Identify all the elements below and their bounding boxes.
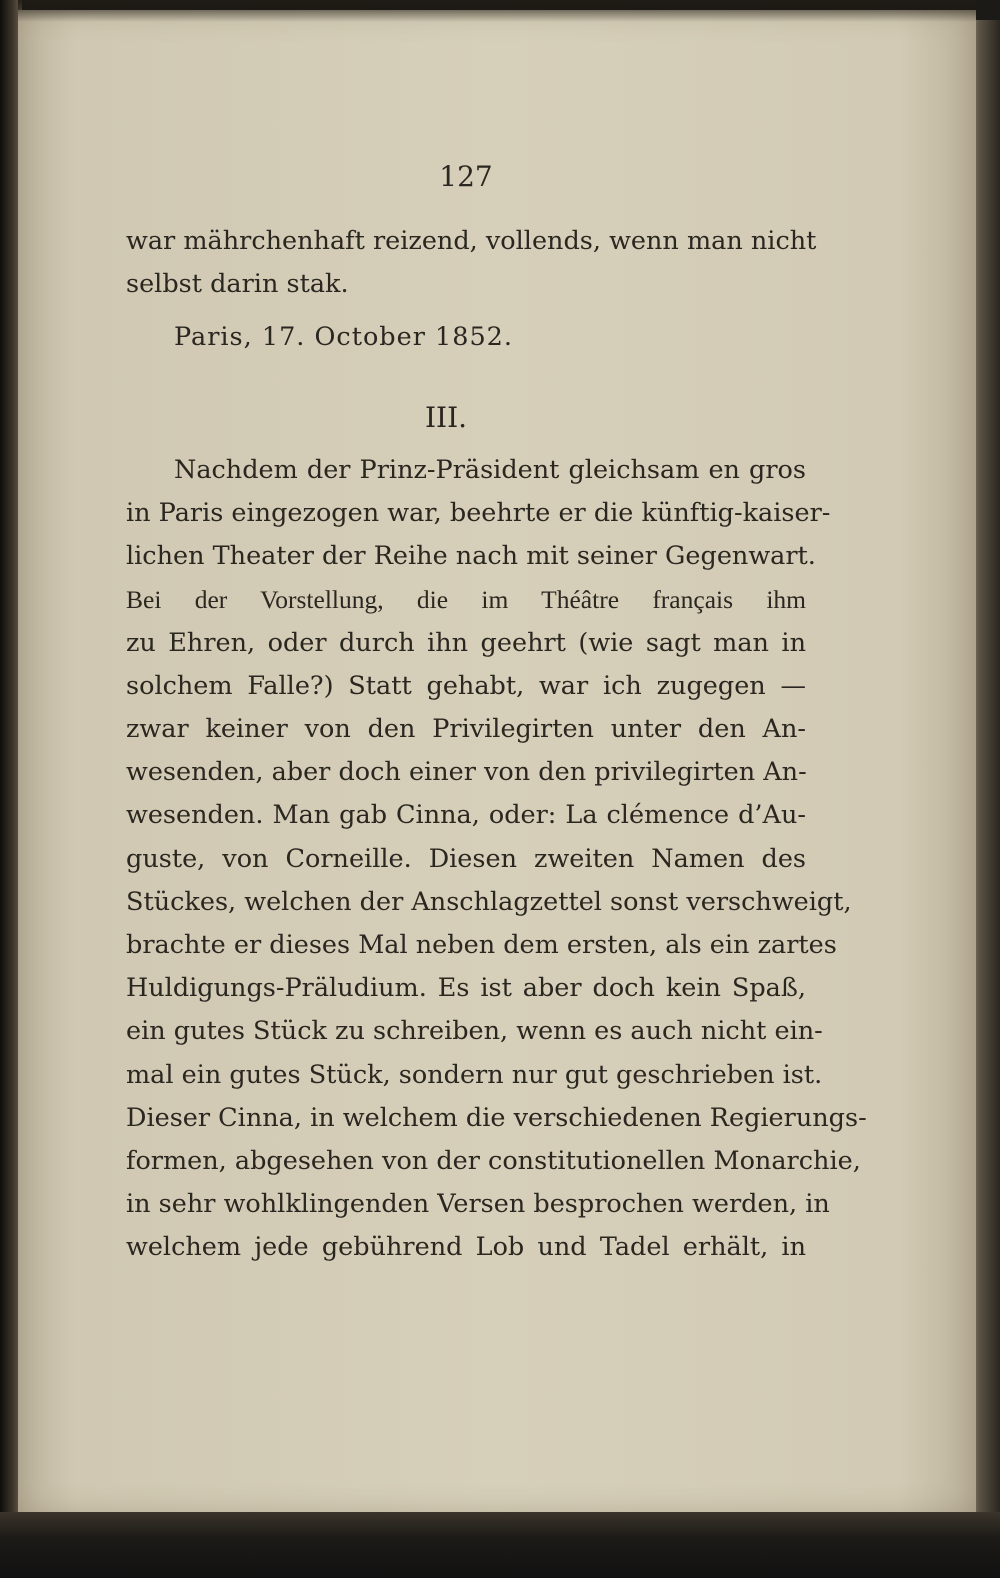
text-line: Stückes, welchen der Anschlagzettel sonst verschweigt, <box>126 886 852 917</box>
text-line: in sehr wohlklingenden Versen besprochen werden, in <box>126 1189 830 1220</box>
text-line: mal ein gutes Stück, sondern nur gut geschrieben ist. <box>126 1059 823 1090</box>
section-heading: III. <box>424 400 468 434</box>
text-line: Dieser Cinna, in welchem die verschiedenen Regierungs- <box>126 1102 867 1133</box>
page-text <box>126 220 867 1270</box>
dateline: Paris, 17. October 1852. <box>174 322 514 353</box>
text-line: solchem Falle?) Statt gehabt, war ich zugegen — <box>126 670 806 701</box>
text-line: zwar keiner von den Privilegirten unter den An- <box>126 714 806 745</box>
text-line: Nachdem der Prinz-Präsident gleichsam en gros <box>174 454 806 485</box>
text-line: Bei der Vorstellung, die im Théâtre français ihm <box>126 585 806 615</box>
page-number: 127 <box>439 160 493 193</box>
text-line: welchem jede gebührend Lob und Tadel erhält, in <box>126 1232 806 1263</box>
text-line: wesenden, aber doch einer von den privilegirten An- <box>126 757 807 788</box>
book-page <box>18 10 976 1515</box>
text-line: selbst darin stak. <box>126 269 349 300</box>
text-line: formen, abgesehen von der constitutionellen Monarchie, <box>126 1146 861 1177</box>
text-line: guste, von Corneille. Diesen zweiten Namen des <box>126 843 806 874</box>
scan-background <box>0 1512 1000 1578</box>
text-line: lichen Theater der Reihe nach mit seiner Gegenwart. <box>126 541 816 572</box>
text-line: in Paris eingezogen war, beehrte er die künftig-kaiser- <box>126 498 831 529</box>
text-line: brachte er dieses Mal neben dem ersten, als ein zartes <box>126 930 837 961</box>
text-line: war mährchenhaft reizend, vollends, wenn man nicht <box>126 226 817 256</box>
page-top-shadow <box>18 0 976 22</box>
text-line: zu Ehren, oder durch ihn geehrt (wie sagt man in <box>126 627 806 658</box>
text-line: ein gutes Stück zu schreiben, wenn es auch nicht ein- <box>126 1016 823 1047</box>
text-line: Huldigungs-Präludium. Es ist aber doch kein Spaß, <box>126 973 806 1004</box>
text-line: wesenden. Man gab Cinna, oder: La clémence d’Au- <box>126 800 806 831</box>
